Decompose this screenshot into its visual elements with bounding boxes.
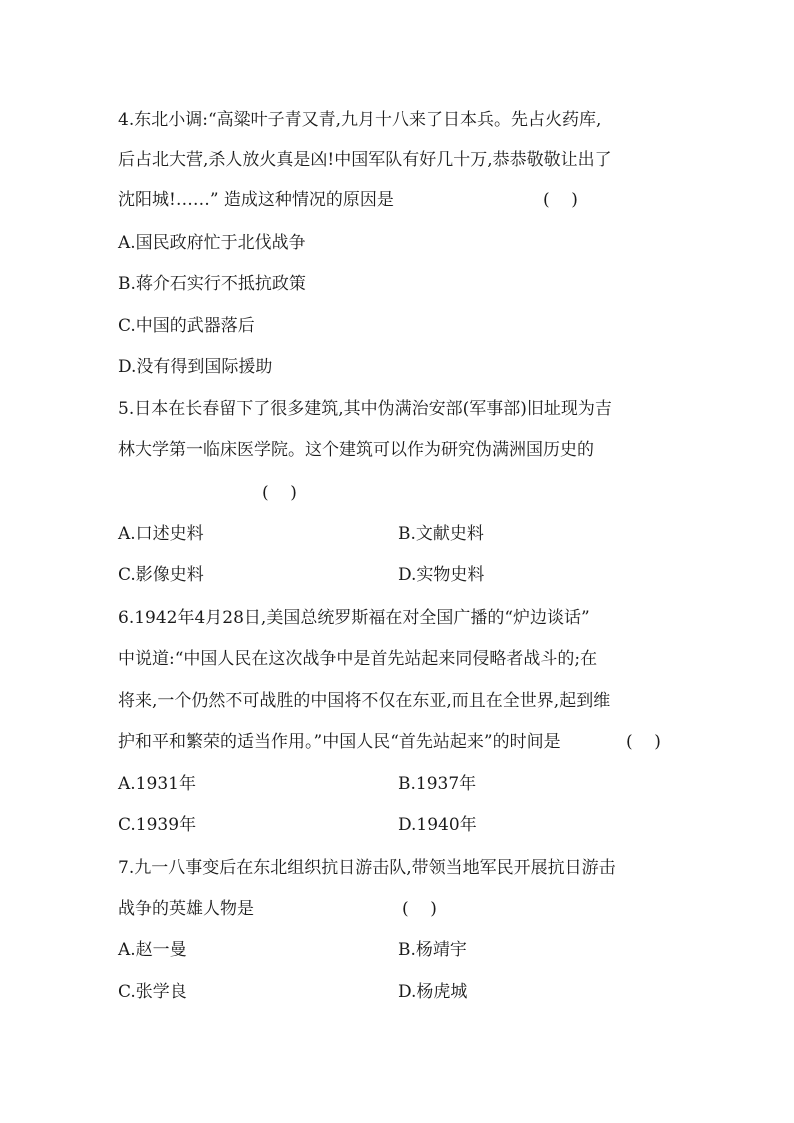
question-7-text-line-2: 战争的英雄人物是 [118, 899, 254, 919]
question-7-option-a: A.赵一曼 [118, 940, 187, 960]
question-4-text-line-2: 后占北大营,杀人放火真是凶!中国军队有好几十万,恭恭敬敬让出了 [118, 150, 612, 170]
question-5-option-a: A.口述史料 [118, 524, 204, 544]
question-7-option-b: B.杨靖宇 [398, 940, 467, 960]
question-4-text-line-3: 沈阳城!……” 造成这种情况的原因是 [118, 190, 394, 210]
question-5-answer-blank: ( ) [262, 483, 297, 503]
question-7-option-d: D.杨虎城 [398, 982, 468, 1002]
question-5-option-d: D.实物史料 [398, 565, 485, 585]
question-7-text-line-1: 7.九一八事变后在东北组织抗日游击队,带领当地军民开展抗日游击 [118, 858, 616, 878]
question-4-option-d: D.没有得到国际援助 [118, 357, 273, 377]
question-4-option-a: A.国民政府忙于北伐战争 [118, 233, 306, 253]
question-4-option-b: B.蒋介石实行不抵抗政策 [118, 274, 306, 294]
question-7-option-c: C.张学良 [118, 982, 187, 1002]
question-4-text-line-1: 4.东北小调:“高粱叶子青又青,九月十八来了日本兵。先占火药库, [118, 110, 602, 130]
question-4-answer-blank: ( ) [543, 190, 578, 210]
question-7-answer-blank: ( ) [402, 899, 437, 919]
question-6-option-b: B.1937年 [398, 774, 477, 794]
question-5-option-c: C.影像史料 [118, 565, 204, 585]
question-6-text-line-3: 将来,一个仍然不可战胜的中国将不仅在东亚,而且在全世界,起到维 [118, 691, 611, 711]
question-6-answer-blank: ( ) [626, 732, 661, 752]
question-6-option-d: D.1940年 [398, 815, 477, 835]
question-6-option-a: A.1931年 [118, 774, 196, 794]
question-6-text-line-2: 中说道:“中国人民在这次战争中是首先站起来同侵略者战斗的;在 [118, 649, 598, 669]
question-5-option-b: B.文献史料 [398, 524, 484, 544]
question-5-text-line-2: 林大学第一临床医学院。这个建筑可以作为研究伪满洲国历史的 [118, 440, 594, 460]
question-5-text-line-1: 5.日本在长春留下了很多建筑,其中伪满治安部(军事部)旧址现为吉 [118, 399, 612, 419]
question-6-option-c: C.1939年 [118, 815, 197, 835]
question-6-text-line-4: 护和平和繁荣的适当作用。”中国人民“首先站起来”的时间是 [118, 732, 561, 752]
question-6-text-line-1: 6.1942年4月28日,美国总统罗斯福在对全国广播的“炉边谈话” [118, 608, 590, 628]
question-4-option-c: C.中国的武器落后 [118, 316, 255, 336]
